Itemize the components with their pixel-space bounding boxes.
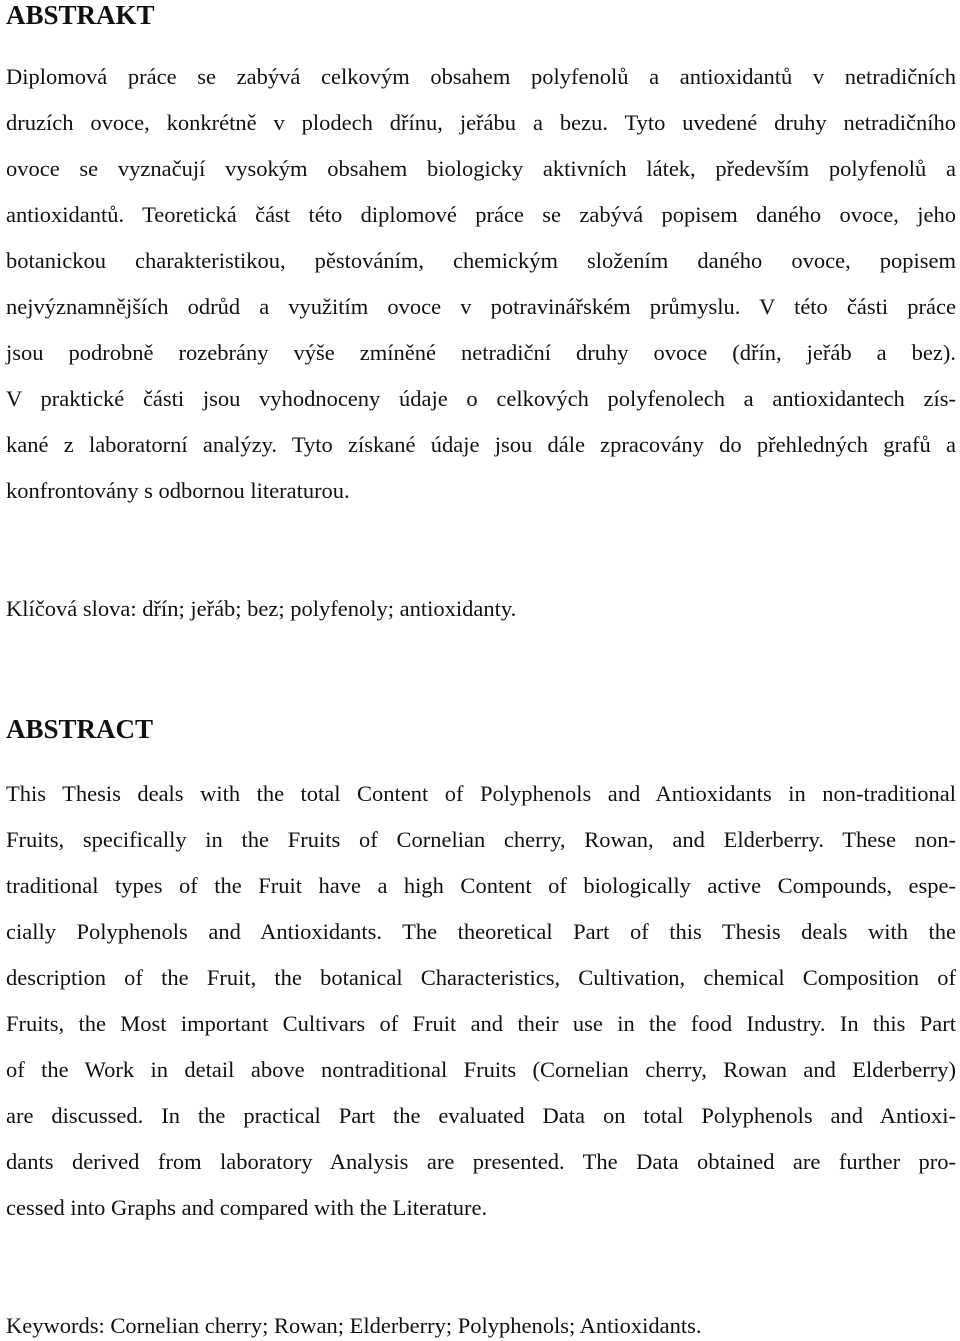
czech-keywords: Klíčová slova: dřín; jeřáb; bez; polyfenoly; antioxidanty. [6, 596, 517, 621]
english-abstract-paragraph [6, 771, 956, 1231]
czech-abstract-line: antioxidantů. Teoretická část této diplomové práce se zabývá popisem daného ovoce, jeho [6, 202, 956, 227]
czech-abstract-line: konfrontovány s odbornou literaturou. [6, 478, 350, 503]
czech-abstract-line: ovoce se vyznačují vysokým obsahem biologicky aktivních látek, především polyfenolů a [6, 156, 956, 181]
english-abstract-line: description of the Fruit, the botanical Characteristics, Cultivation, chemical Composition of [6, 965, 956, 990]
czech-abstract-line: druzích ovoce, konkrétně v plodech dřínu, jeřábu a bezu. Tyto uvedené druhy netradičního [6, 110, 956, 135]
english-abstract-line: traditional types of the Fruit have a high Content of biologically active Compounds, espe- [6, 873, 956, 898]
english-abstract-heading: ABSTRACT [6, 714, 154, 744]
czech-abstract-line: jsou podrobně rozebrány výše zmíněné netradiční druhy ovoce (dřín, jeřáb a bez). [6, 340, 956, 365]
czech-abstract-line: V praktické části jsou vyhodnoceny údaje o celkových polyfenolech a antioxidantech zís- [6, 386, 956, 411]
czech-abstract-paragraph [6, 54, 956, 514]
english-abstract-line: Fruits, the Most important Cultivars of Fruit and their use in the food Industry. In this Part [6, 1011, 956, 1036]
english-abstract-line: of the Work in detail above nontraditional Fruits (Cornelian cherry, Rowan and Elderberry) [6, 1057, 956, 1082]
czech-abstract-line: botanickou charakteristikou, pěstováním, chemickým složením daného ovoce, popisem [6, 248, 956, 273]
english-abstract-line: cially Polyphenols and Antioxidants. The theoretical Part of this Thesis deals with the [6, 919, 956, 944]
czech-abstract-line: nejvýznamnějších odrůd a využitím ovoce v potravinářském průmyslu. V této části práce [6, 294, 956, 319]
english-abstract-line: cessed into Graphs and compared with the Literature. [6, 1195, 488, 1220]
english-abstract-line: This Thesis deals with the total Content of Polyphenols and Antioxidants in non-traditional [6, 781, 956, 806]
czech-abstract-line: Diplomová práce se zabývá celkovým obsahem polyfenolů a antioxidantů v netradičních [6, 64, 956, 89]
czech-abstract-line: kané z laboratorní analýzy. Tyto získané údaje jsou dále zpracovány do přehledných grafů a [6, 432, 956, 457]
czech-abstract-heading: ABSTRAKT [6, 0, 155, 30]
english-abstract-line: dants derived from laboratory Analysis are presented. The Data obtained are further pro- [6, 1149, 956, 1174]
english-abstract-line: Fruits, specifically in the Fruits of Cornelian cherry, Rowan, and Elderberry. These non- [6, 827, 956, 852]
english-abstract-line: are discussed. In the practical Part the evaluated Data on total Polyphenols and Antioxi- [6, 1103, 956, 1128]
english-keywords: Keywords: Cornelian cherry; Rowan; Elderberry; Polyphenols; Antioxidants. [6, 1313, 702, 1338]
